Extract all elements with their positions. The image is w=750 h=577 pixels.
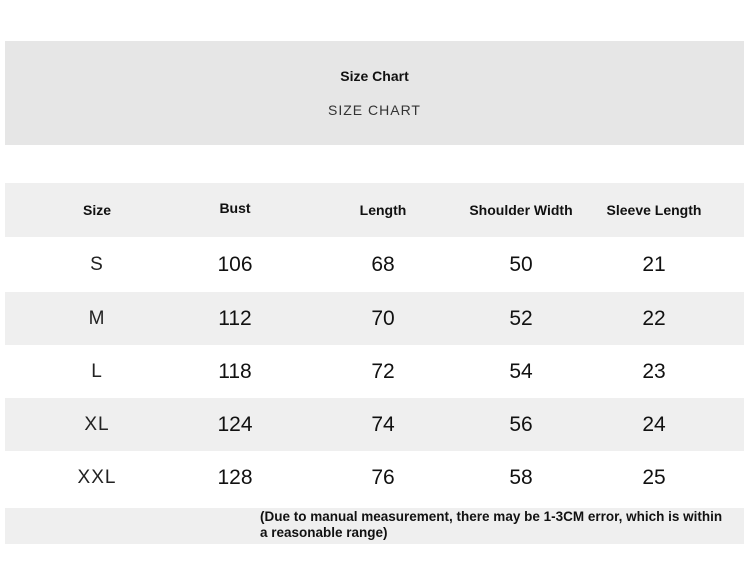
sleeve-length-cell: 23 <box>642 360 666 383</box>
header-band <box>5 41 744 145</box>
column-header-size: Size <box>82 202 111 218</box>
column-header-shoulder-width: Shoulder Width <box>469 202 573 218</box>
table-header-row <box>5 183 744 237</box>
size-cell: M <box>88 308 106 329</box>
length-cell: 72 <box>371 360 395 383</box>
length-cell: 70 <box>371 307 395 330</box>
table-row <box>5 398 744 452</box>
sleeve-length-cell: 21 <box>642 253 666 276</box>
length-cell: 74 <box>371 413 395 436</box>
table-row <box>5 451 744 505</box>
measurement-note-band <box>5 508 744 544</box>
bust-cell: 112 <box>218 307 252 330</box>
bust-cell: 118 <box>218 360 252 383</box>
bust-cell: 128 <box>217 466 253 489</box>
shoulder-width-cell: 56 <box>509 413 533 436</box>
table-row <box>5 345 744 399</box>
size-cell: L <box>91 361 103 382</box>
bust-cell: 124 <box>217 413 253 436</box>
page-title: Size Chart <box>340 68 409 84</box>
size-cell: XXL <box>77 467 117 488</box>
size-cell: XL <box>84 414 110 435</box>
shoulder-width-cell: 52 <box>509 307 533 330</box>
column-header-sleeve-length: Sleeve Length <box>606 202 702 218</box>
table-row <box>5 238 744 292</box>
sleeve-length-cell: 22 <box>642 307 666 330</box>
shoulder-width-cell: 54 <box>509 360 533 383</box>
sleeve-length-cell: 25 <box>642 466 666 489</box>
shoulder-width-cell: 58 <box>509 466 533 489</box>
measurement-note: (Due to manual measurement, there may be 1-3CM error, which is within a reasonable range) <box>260 509 723 540</box>
column-header-bust: Bust <box>219 200 251 216</box>
size-cell: S <box>90 254 104 275</box>
sleeve-length-cell: 24 <box>642 413 666 436</box>
length-cell: 76 <box>371 466 395 489</box>
shoulder-width-cell: 50 <box>509 253 533 276</box>
length-cell: 68 <box>371 253 395 276</box>
table-row <box>5 292 744 346</box>
bust-cell: 106 <box>217 253 253 276</box>
column-header-length: Length <box>359 202 407 218</box>
page-subtitle: SIZE CHART <box>328 102 421 118</box>
